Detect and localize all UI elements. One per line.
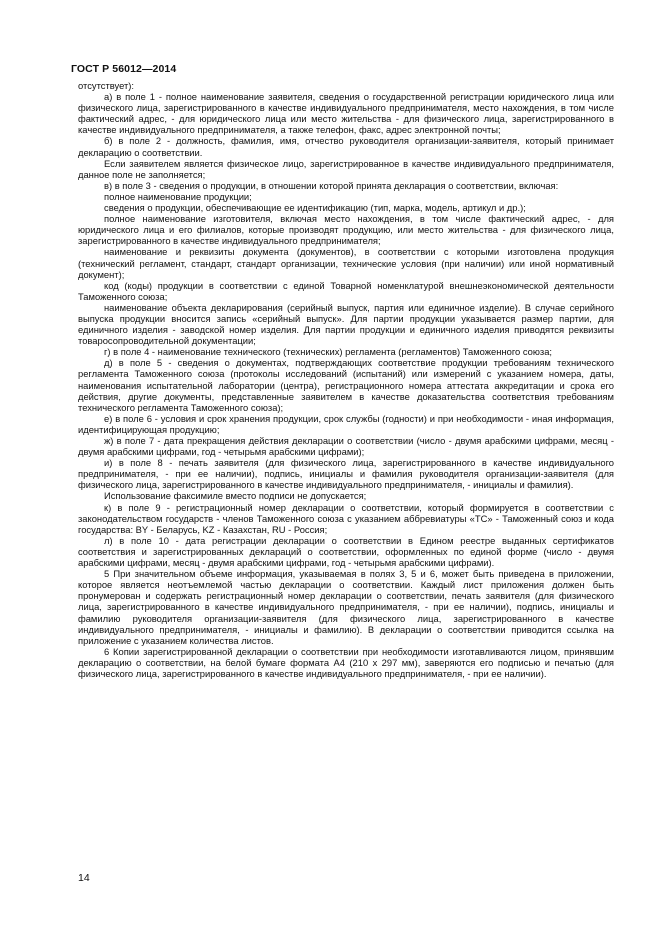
paragraph: наименование объекта декларирования (серийный выпуск, партия или единичное изделие). В случае серийного выпуска продукции вносится запись «серийный выпуск». Для партии продукции указывается размер партии, для единичного изделия - заводской номер изделия. Для партии продукции и единичного изделия приводятся реквизиты товаросопроводительной документации; xyxy=(78,301,614,347)
paragraph: отсутствует): xyxy=(78,80,135,91)
paragraph: наименование и реквизиты документа (документов), в соответствии с которыми изготовлена продукция (технический регламент, стандарт, стандарт организации, технические условия (при наличии) или иной нормативный документ); xyxy=(78,246,614,280)
paragraph: 6 Копии зарегистрированной декларации о соответствии при необходимости изготавливаются лицом, принявшим декларацию о соответствии, на белой бумаге формата А4 (210 x 297 мм), заверяются его подписью и печатью (для физического лица, зарегистрированного в качестве индивидуального предпринимателя, - при ее наличии). xyxy=(78,645,614,679)
document-body xyxy=(78,80,614,679)
paragraph: л) в поле 10 - дата регистрации декларации о соответствии в Едином реестре выданных сертификатов соответствия и зарегистрированных деклараций о соответствии, оформленных по единой форме (число - двумя арабскими цифрами, месяц - двумя арабскими цифрами, год - четырьмя арабскими цифрами). xyxy=(78,534,614,569)
paragraph: Использование факсимиле вместо подписи не допускается; xyxy=(104,490,367,502)
paragraph: ж) в поле 7 - дата прекращения действия декларации о соответствии (число - двумя арабскими цифрами, месяц - двумя арабскими цифрами, год - четырьмя арабскими цифрами); xyxy=(78,435,614,458)
paragraph: и) в поле 8 - печать заявителя (для физического лица, зарегистрированного в качестве индивидуального предпринимателя, - при ее наличии), подпись, инициалы и фамилия руководителя организации-заявителя (для физического лица, зарегистрированного в качестве индивидуального предпринимателя, - инициалы и фамилия). xyxy=(78,457,614,491)
paragraph: д) в поле 5 - сведения о документах, подтверждающих соответствие продукции требованиям технического регламента Таможенного союза (протоколы исследований (испытаний) или измерений с указанием номера, даты, наименования испытательной лаборатории (центра), регистрационного номера аттестата аккредитации и срока его действия, другие документы, представленные заявителем в качестве доказательства соответствия требованиям технического регламента Таможенного союза); xyxy=(78,357,614,413)
paragraph: в) в поле 3 - сведения о продукции, в отношении которой принята декларация о соответствии, включая: xyxy=(104,179,559,191)
paragraph: г) в поле 4 - наименование технического (технических) регламента (регламентов) Таможенного союза; xyxy=(104,346,553,358)
page-number: 14 xyxy=(78,872,90,884)
paragraph: полное наименование продукции; xyxy=(104,190,252,202)
document-code-header: ГОСТ Р 56012—2014 xyxy=(71,63,177,75)
paragraph: к) в поле 9 - регистрационный номер декларации о соответствии, который формируется в соответствии с законодательством государств - членов Таможенного союза с указанием аббревиатуры «ТС» - Таможенный союз и кода государства: BY - Беларусь, KZ - Казахстан, RU - Россия; xyxy=(78,501,614,535)
paragraph: е) в поле 6 - условия и срок хранения продукции, срок службы (годности) и при необходимости - иная информация, идентифицирующая продукцию; xyxy=(78,412,614,435)
paragraph: код (коды) продукции в соответствии с единой Товарной номенклатурой внешнеэкономической деятельности Таможенного союза; xyxy=(78,279,614,302)
paragraph: Если заявителем является физическое лицо, зарегистрированное в качестве индивидуального предпринимателя, данное поле не заполняется; xyxy=(78,157,614,180)
paragraph: сведения о продукции, обеспечивающие ее идентификацию (тип, марка, модель, артикул и др.); xyxy=(104,202,526,214)
paragraph: б) в поле 2 - должность, фамилия, имя, отчество руководителя организации-заявителя, который принимает декларацию о соответствии. xyxy=(78,135,614,158)
paragraph: полное наименование изготовителя, включая место нахождения, в том числе фактический адрес, - для юридического лица и его филиалов, которые производят продукцию, или место жительства - для физического лица, зарегистрированного в качестве индивидуального предпринимателя; xyxy=(78,213,614,247)
paragraph: а) в поле 1 - полное наименование заявителя, сведения о государственной регистрации юридического лица или физического лица, зарегистрированного в качестве индивидуального предпринимателя, место нахождения, в том числе фактический адрес, - для юридического лица или место жительства - для физического лица, зарегистрированного в качестве индивидуального предпринимателя, а также телефон, факс, адрес электронной почты; xyxy=(78,91,614,136)
paragraph: 5 При значительном объеме информация, указываемая в полях 3, 5 и 6, может быть приведена в приложении, которое является неотъемлемой частью декларации о соответствии. Каждый лист приложения должен быть пронумерован и содержать регистрационный номер декларации о соответствии, печать заявителя (для физического лица, зарегистрированного в качестве индивидуального предпринимателя, - при ее наличии), подпись, инициалы и фамилию руководителя организации-заявителя (для физического лица, зарегистрированного в качестве индивидуального предпринимателя, - инициалы и фамилию). В декларации о соответствии приводится ссылка на приложение с указанием количества листов. xyxy=(78,568,614,646)
